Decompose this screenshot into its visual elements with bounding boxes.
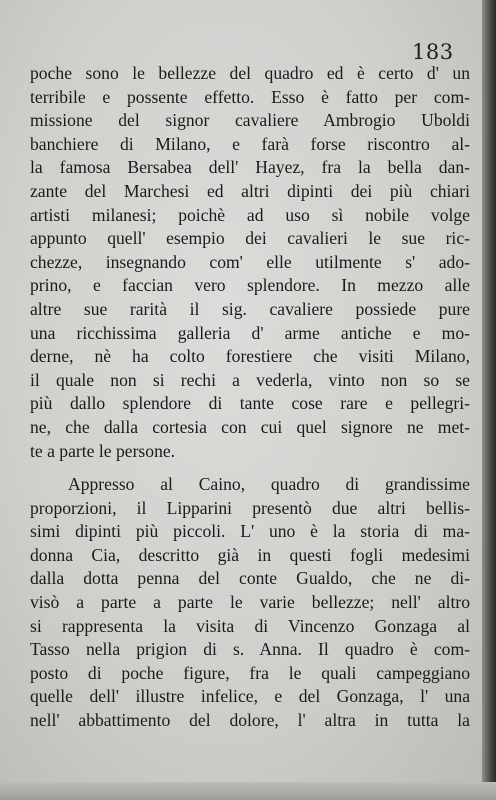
text-line: prino, e faccian vero splendore. In mezzo alle (30, 275, 470, 296)
paragraph-gap (30, 463, 470, 473)
page-number: 183 (412, 40, 454, 64)
text-line: terribile e possente effetto. Esso è fatto per com- (30, 86, 470, 107)
paragraph-1 (30, 62, 470, 463)
text-line: banchiere di Milano, e farà forse riscontro al- (30, 133, 470, 154)
text-line: quelle dell' illustre infelice, e del Gonzaga, l' una (30, 686, 470, 707)
text-line: il quale non si rechi a vederla, vinto non so se (30, 369, 470, 390)
text-line: derne, nè ha colto forestiere che visiti Milano, (30, 346, 470, 367)
text-line: Tasso nella prigion di s. Anna. Il quadro è com- (30, 639, 470, 660)
text-line: artisti milanesi; poichè ad uso sì nobile volge (30, 204, 470, 225)
text-line: si rappresenta la visita di Vincenzo Gonzaga al (30, 615, 470, 636)
text-line: Appresso al Caino, quadro di grandissime (68, 474, 470, 495)
text-line: te a parte le persone. (30, 440, 176, 461)
text-line: nell' abbattimento del dolore, l' altra in tutta la (30, 710, 470, 731)
text-line: posto di poche figure, fra le quali campeggiano (30, 662, 470, 683)
text-line: missione del signor cavaliere Ambrogio Uboldi (30, 110, 470, 131)
text-line: altre sue rarità il sig. cavaliere possiede pure (30, 298, 470, 319)
text-line: zante del Marchesi ed altri dipinti dei più chiari (30, 180, 470, 201)
text-line: poche sono le bellezze del quadro ed è certo d' un (30, 63, 470, 83)
text-line: dalla dotta penna del conte Gualdo, che ne di- (30, 568, 470, 589)
body-text (30, 62, 470, 733)
text-line: chezze, insegnando com' elle utilmente s' ado- (30, 251, 470, 272)
text-line: una ricchissima galleria d' arme antiche e mo- (30, 322, 470, 343)
text-line: visò a parte a parte le varie bellezze; nell' altro (30, 592, 470, 613)
page-bottom-edge (0, 782, 496, 800)
text-line: più dallo splendore di tante cose rare e pellegri- (30, 393, 470, 414)
page-edge-shadow (482, 0, 496, 800)
text-line: proporzioni, il Lipparini presentò due altri bellis- (30, 497, 470, 518)
paragraph-2 (30, 473, 470, 733)
text-line: ne, che dalla cortesia con cui quel signore ne met- (30, 416, 470, 437)
text-line: simi dipinti più piccoli. L' uno è la storia di ma- (30, 521, 470, 542)
text-line: appunto quell' esempio dei cavalieri le sue ric- (30, 228, 470, 249)
text-line: donna Cia, descritto già in questi fogli medesimi (30, 544, 470, 565)
text-line: la famosa Bersabea dell' Hayez, fra la bella dan- (30, 157, 470, 178)
